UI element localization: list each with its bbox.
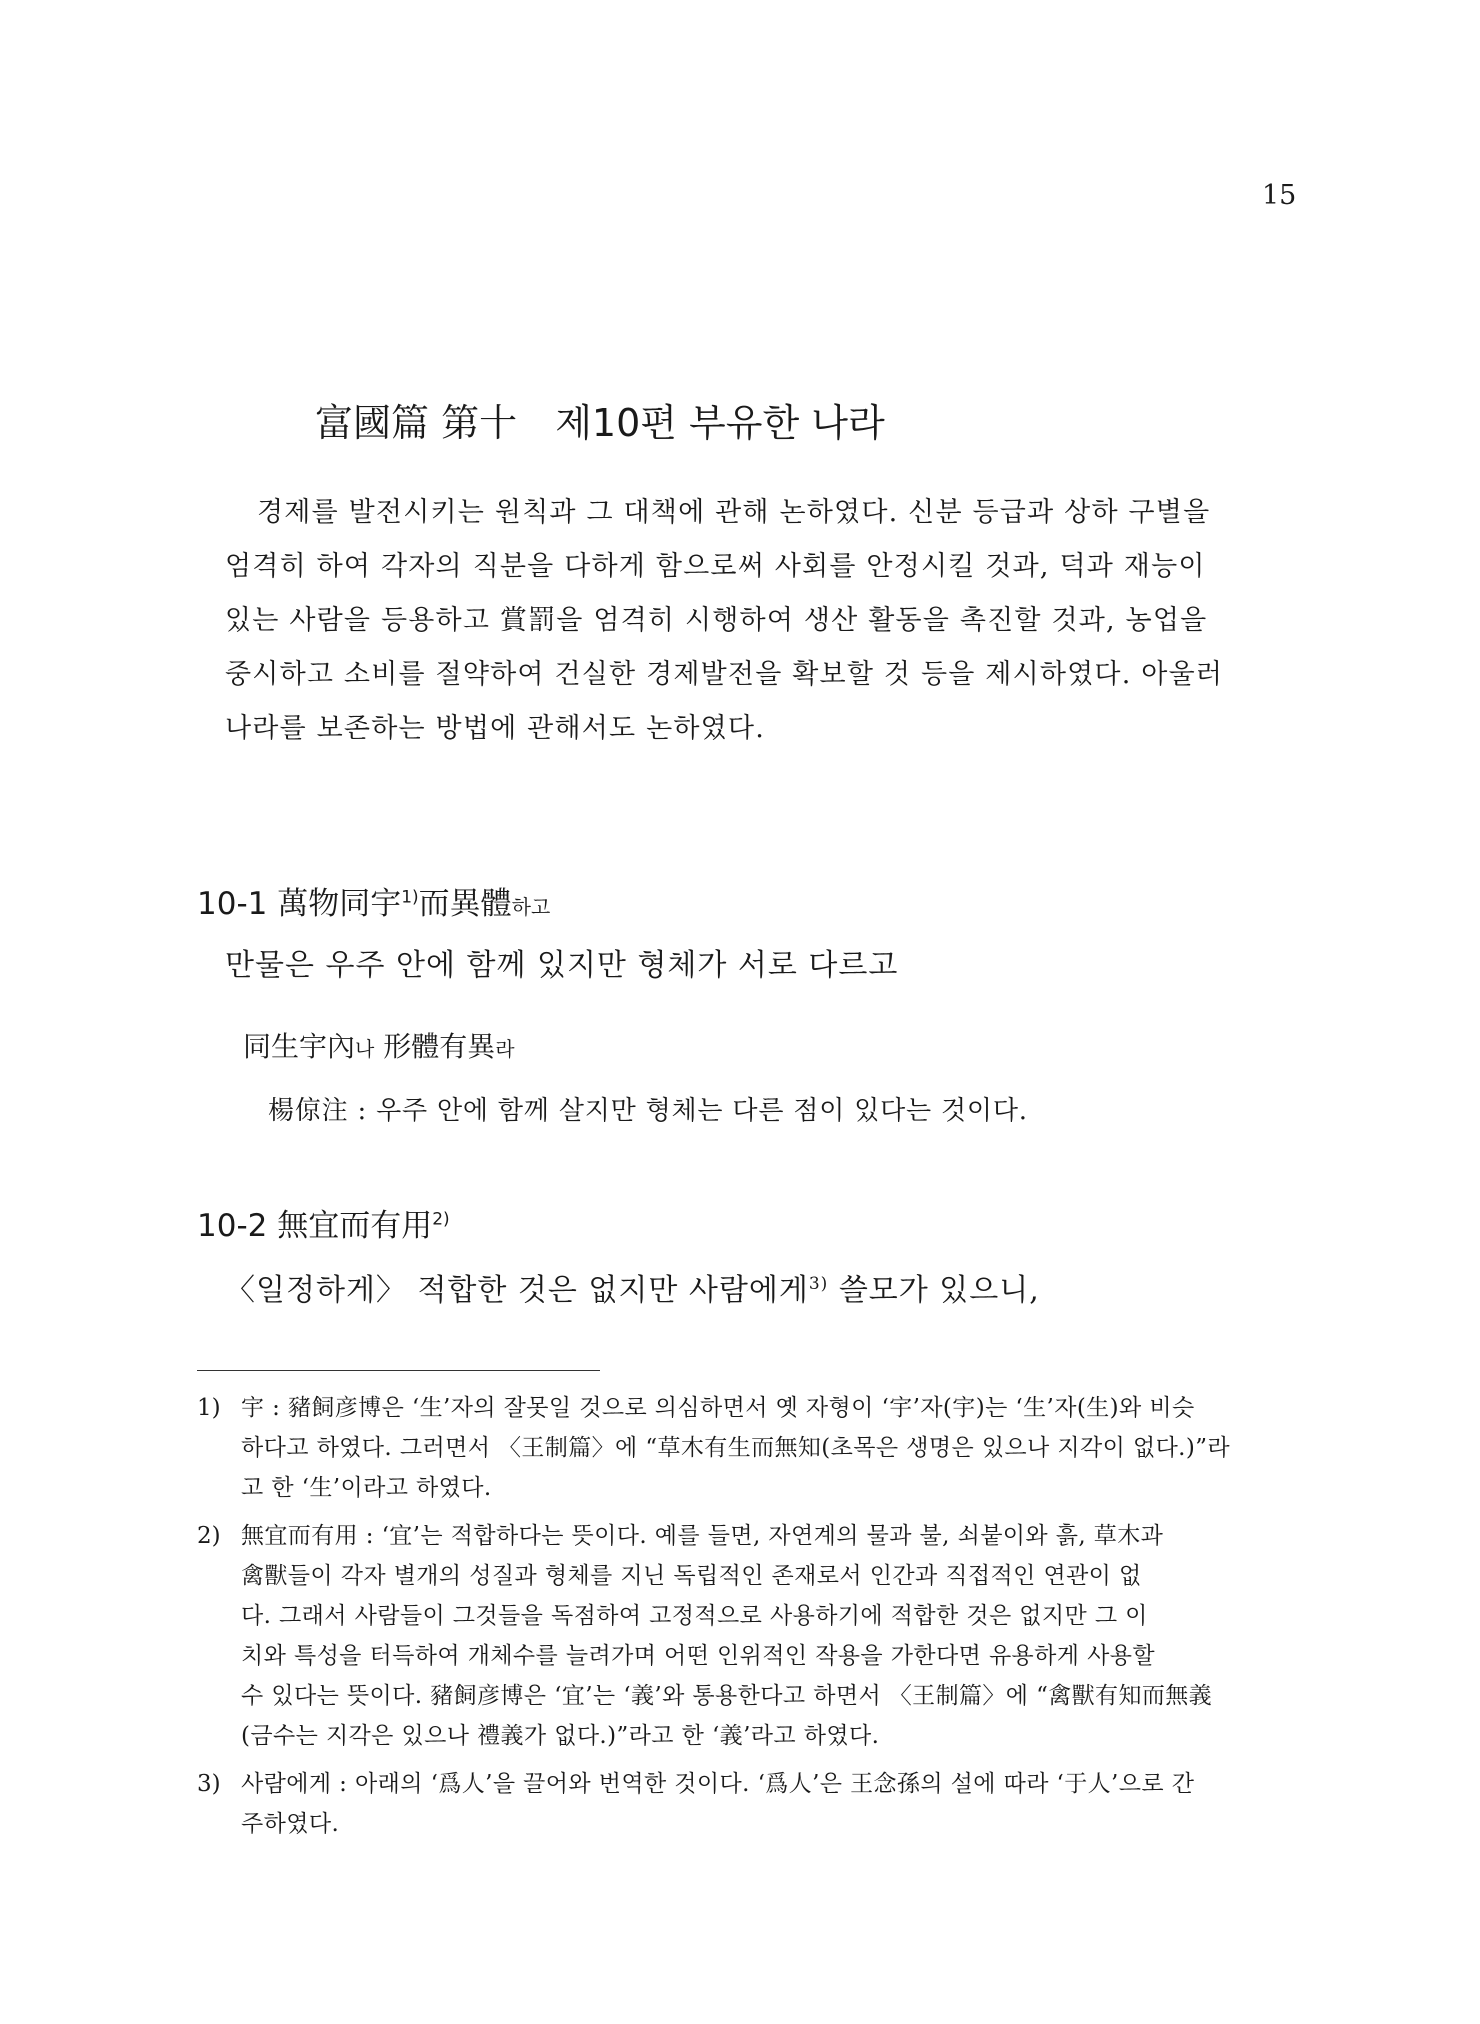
entry-text: 無宜而有用 bbox=[277, 1208, 433, 1244]
footnote-number: 2) bbox=[197, 1523, 221, 1549]
footnote-line: 無宜而有用 : ‘宜’는 적합하다는 뜻이다. 예를 들면, 자연계의 물과 불, 쇠붙이와 흙, 草木과 bbox=[241, 1523, 1164, 1549]
footnote-number: 1) bbox=[197, 1395, 221, 1421]
footnote-line: 다. 그래서 사람들이 그것들을 독점하여 고정적으로 사용하기에 적합한 것은 없지만 그 이 bbox=[241, 1603, 1148, 1629]
commentary-ending: 라 bbox=[495, 1037, 515, 1061]
page-number: 15 bbox=[1262, 180, 1297, 211]
footnote-line: (금수는 지각은 있으나 禮義가 없다.)”라고 한 ‘義’라고 하였다. bbox=[241, 1723, 880, 1749]
footnote-line: 주하였다. bbox=[241, 1811, 340, 1837]
chapter-title-korean: 제10편 부유한 나라 bbox=[555, 401, 885, 445]
intro-line: 엄격히 하여 각자의 직분을 다하게 함으로써 사회를 안정시킬 것과, 덕과 재능이 bbox=[225, 551, 1206, 582]
footnote-number: 3) bbox=[197, 1771, 221, 1797]
commentary-note-10-1: 楊倞注 : 우주 안에 함께 살지만 형체는 다른 점이 있다는 것이다. bbox=[268, 1096, 1028, 1126]
entry-heading-10-1 bbox=[197, 878, 550, 923]
footnote-ref[interactable]: 3) bbox=[808, 1274, 829, 1294]
chapter-intro bbox=[225, 486, 1270, 756]
footnote-2 bbox=[197, 1516, 1297, 1756]
entry-ending: 하고 bbox=[511, 895, 551, 919]
entry-text: 而異體 bbox=[418, 886, 512, 922]
footnote-line: 禽獸들이 각자 별개의 성질과 형체를 지닌 독립적인 존재로서 인간과 직접적인 연관이 없 bbox=[241, 1563, 1142, 1589]
footnote-ref[interactable]: 2) bbox=[432, 1209, 450, 1230]
chapter-title bbox=[315, 392, 911, 447]
footnote-line: 치와 특성을 터득하여 개체수를 늘려가며 어떤 인위적인 작용을 가한다면 유용하게 사용할 bbox=[241, 1643, 1155, 1669]
footnote-line: 宇 : 豬飼彦博은 ‘生’자의 잘못일 것으로 의심하면서 옛 자형이 ‘宇’자(宇)는 ‘生’자(生)와 비슷 bbox=[241, 1395, 1195, 1421]
entry-text: 萬物同宇 bbox=[277, 886, 402, 922]
entry-number: 10-2 bbox=[197, 1208, 268, 1244]
footnote-line: 수 있다는 뜻이다. 豬飼彦博은 ‘宜’는 ‘義’와 통용한다고 하면서 〈王制篇〉에 “禽獸有知而無義 bbox=[241, 1683, 1213, 1709]
intro-line: 중시하고 소비를 절약하여 건실한 경제발전을 확보할 것 등을 제시하였다. 아울러 bbox=[225, 659, 1224, 690]
entry-translation-10-2 bbox=[225, 1265, 1040, 1309]
entry-heading-10-2 bbox=[197, 1200, 450, 1245]
entry-translation-10-1: 만물은 우주 안에 함께 있지만 형체가 서로 다르고 bbox=[225, 948, 899, 983]
commentary-ending: 나 bbox=[355, 1037, 375, 1061]
footnote-1 bbox=[197, 1388, 1297, 1508]
translation-text: 쓸모가 있으니, bbox=[828, 1273, 1040, 1308]
footnote-line: 하다고 하였다. 그러면서 〈王制篇〉에 “草木有生而無知(초목은 생명은 있으나 지각이 없다.)”라 bbox=[241, 1435, 1231, 1461]
footnote-line: 사람에게 : 아래의 ‘爲人’을 끌어와 번역한 것이다. ‘爲人’은 王念孫의 설에 따라 ‘于人’으로 간 bbox=[241, 1771, 1195, 1797]
translation-text: 〈일정하게〉 적합한 것은 없지만 사람에게 bbox=[225, 1273, 809, 1308]
entry-number: 10-1 bbox=[197, 886, 268, 922]
footnote-line: 고 한 ‘生’이라고 하였다. bbox=[241, 1475, 492, 1501]
intro-line: 경제를 발전시키는 원칙과 그 대책에 관해 논하였다. 신분 등급과 상하 구별을 bbox=[257, 497, 1211, 528]
commentary-text: 同生宇內 bbox=[243, 1030, 356, 1063]
intro-line: 있는 사람을 등용하고 賞罰을 엄격히 시행하여 생산 활동을 촉진할 것과, 농업을 bbox=[225, 605, 1208, 636]
footnote-3 bbox=[197, 1764, 1297, 1844]
commentary-text: 形體有異 bbox=[383, 1030, 496, 1063]
intro-line: 나라를 보존하는 방법에 관해서도 논하였다. bbox=[225, 713, 765, 744]
footnote-divider bbox=[197, 1370, 600, 1371]
footnotes bbox=[197, 1388, 1297, 1852]
chapter-title-hanja: 富國篇 第十 bbox=[315, 401, 518, 445]
entry-commentary-10-1 bbox=[243, 1025, 515, 1065]
footnote-ref[interactable]: 1) bbox=[401, 887, 419, 908]
